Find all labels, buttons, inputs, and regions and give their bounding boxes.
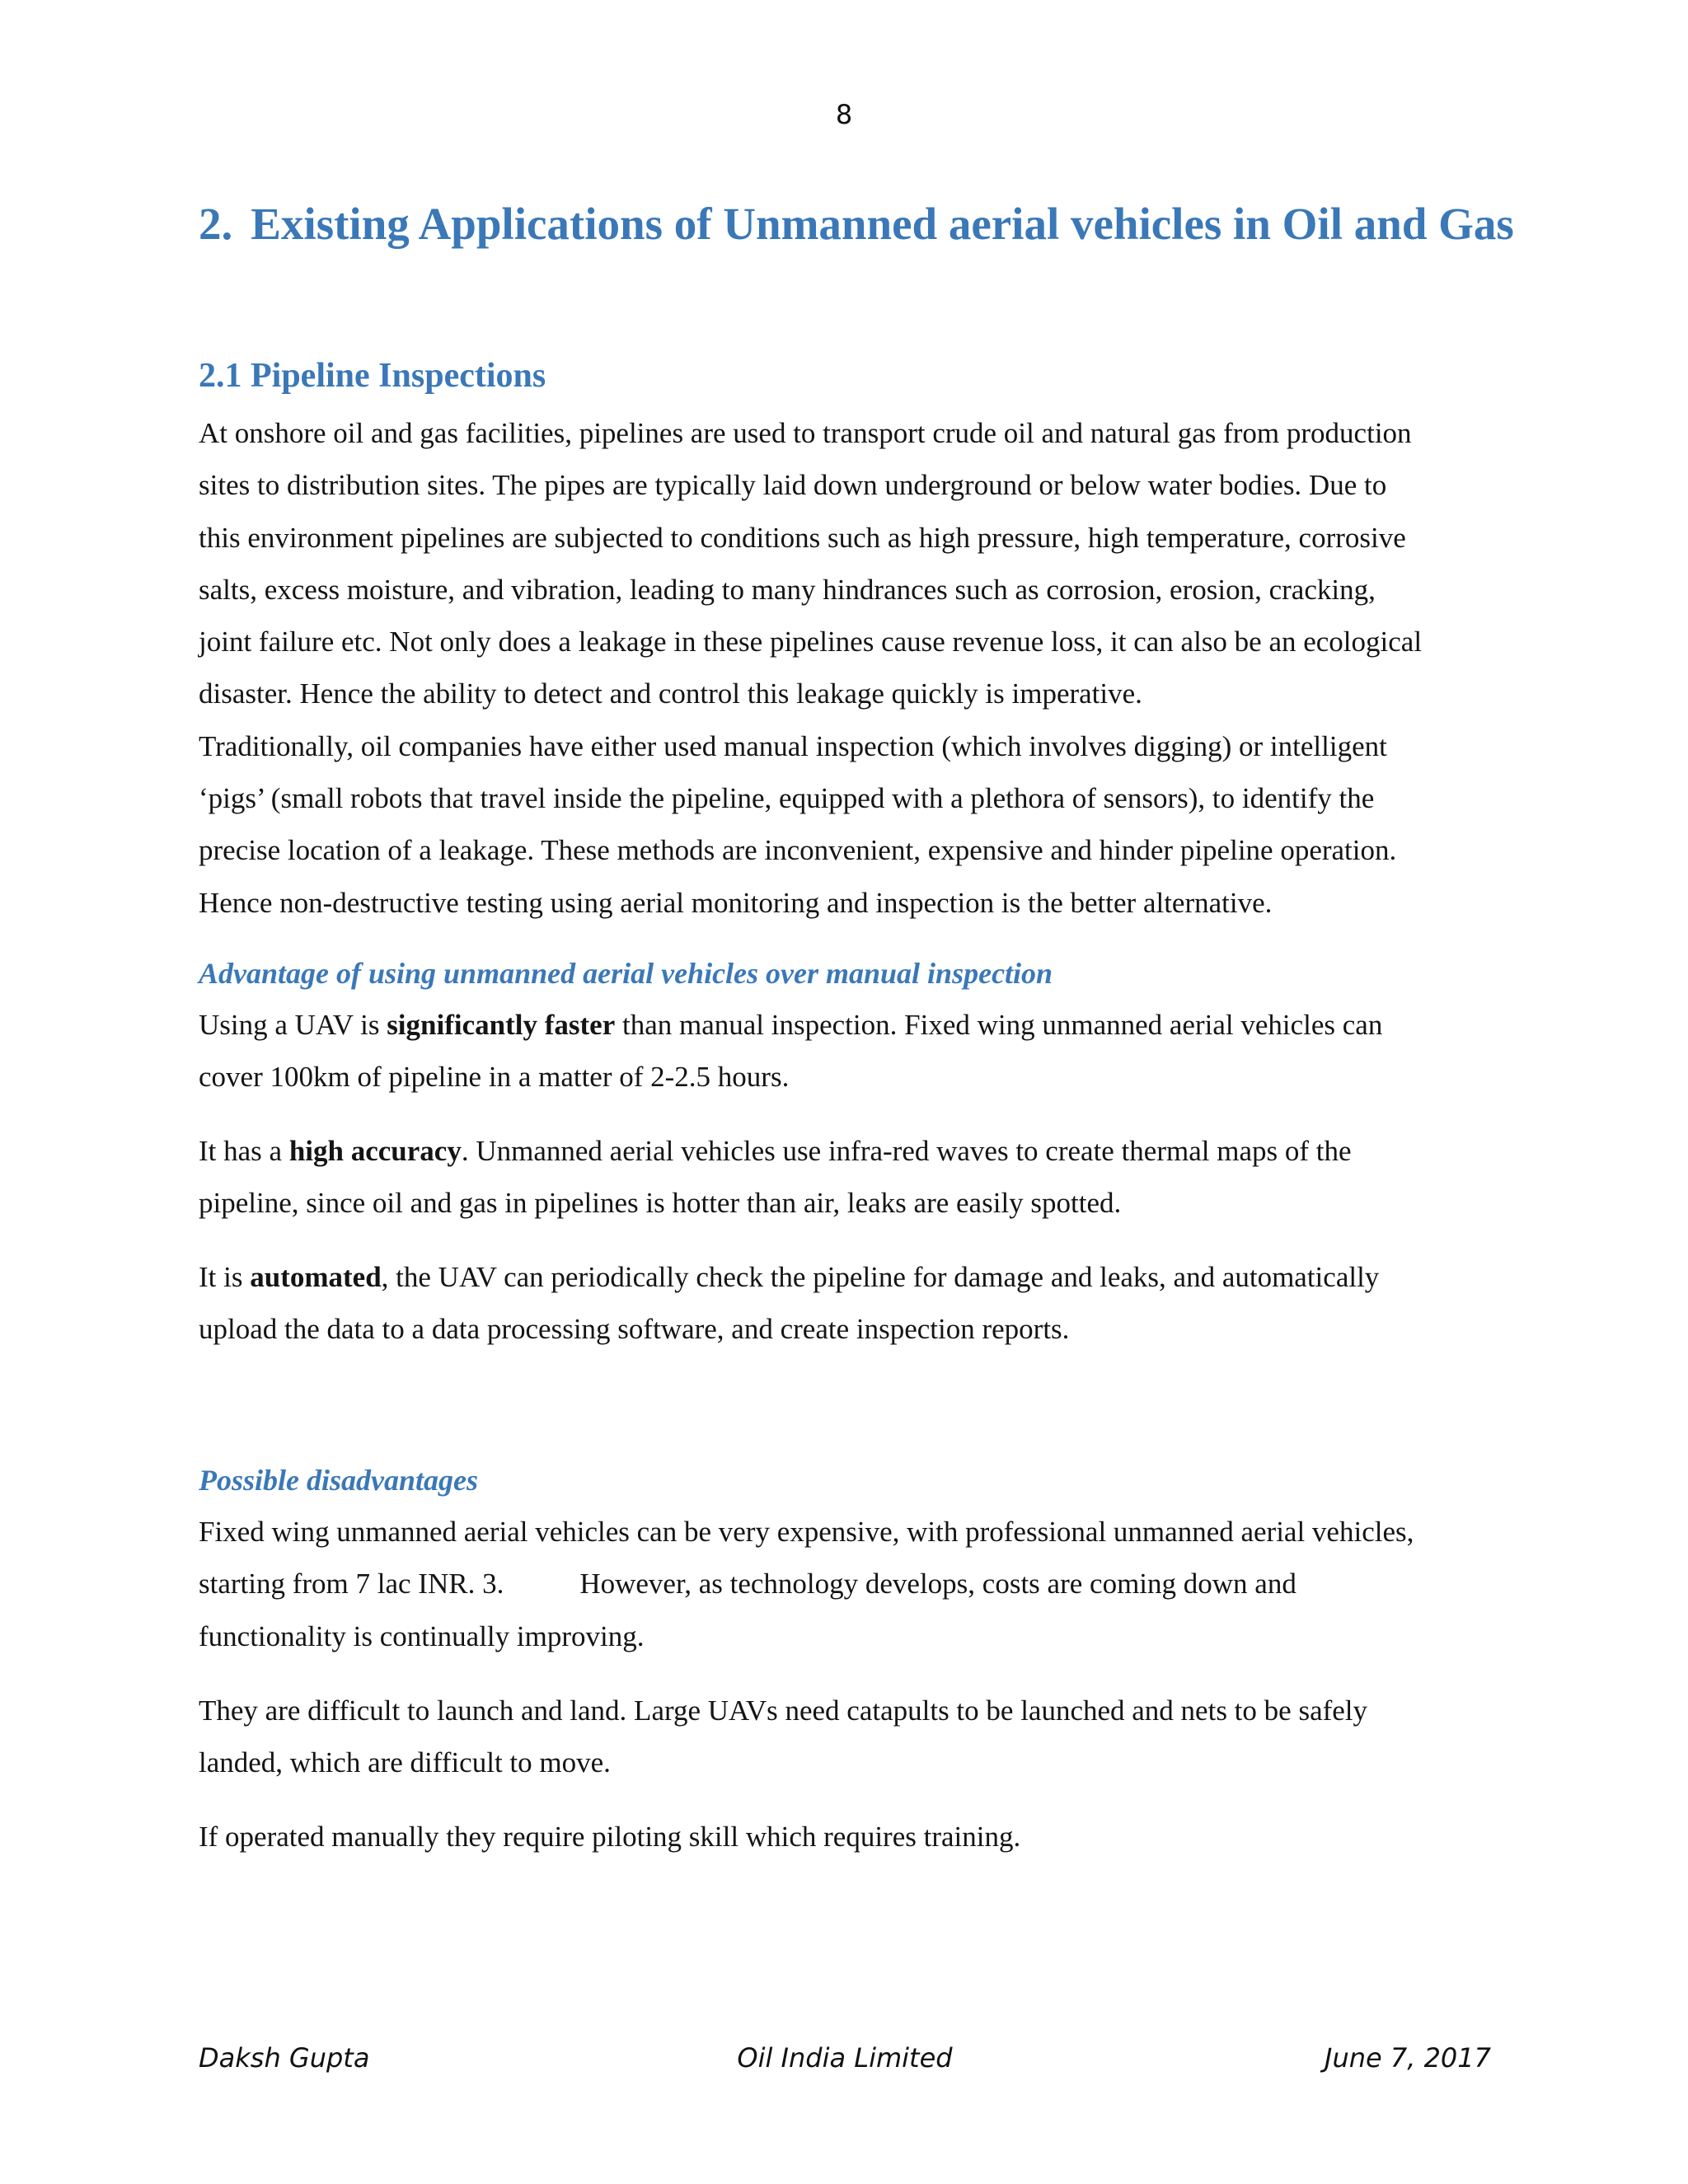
paragraph-line: If operated manually they require piloting skill which requires training. (199, 1821, 1021, 1853)
paragraph-line: functionality is continually improving. (199, 1619, 645, 1652)
bold-term: high accuracy (288, 1135, 462, 1167)
advantage-accuracy-paragraph (199, 1125, 1497, 1230)
text-run: starting from 7 lac INR. 3. (199, 1568, 504, 1601)
advantage-automation-paragraph (199, 1251, 1497, 1356)
advantages-heading: Advantage of using unmanned aerial vehicles over manual inspection (199, 957, 1053, 990)
text-run: It has a (199, 1135, 289, 1167)
paragraph-line (199, 999, 1497, 1051)
paragraph-line: cover 100km of pipeline in a matter of 2-2.5 hours. (199, 1061, 790, 1094)
paragraph-line: disaster. Hence the ability to detect and control this leakage quickly is imperative. (199, 677, 1142, 710)
text-run: However, as technology develops, costs are coming down and (579, 1568, 1296, 1601)
page-number: 8 (835, 99, 853, 130)
intro-paragraph (199, 407, 1497, 929)
paragraph-line: They are difficult to launch and land. Large UAVs need catapults to be launched and nets to be safely (199, 1694, 1368, 1727)
paragraph-line: this environment pipelines are subjected to conditions such as high pressure, high temperature, corrosive (199, 521, 1406, 554)
paragraph-line (199, 1251, 1497, 1303)
disadvantages-heading: Possible disadvantages (199, 1464, 478, 1497)
chapter-title: Existing Applications of Unmanned aerial vehicles in Oil and Gas (251, 199, 1514, 249)
text-run: . Unmanned aerial vehicles use infra-red waves to create thermal maps of the (461, 1135, 1352, 1167)
section-heading: 2.1 Pipeline Inspections (199, 357, 546, 395)
disadvantage-launch-paragraph (199, 1685, 1497, 1789)
paragraph-line: salts, excess moisture, and vibration, leading to many hindrances such as corrosion, erosion, cracking, (199, 573, 1376, 606)
footer-date: June 7, 2017 (1325, 2042, 1491, 2074)
paragraph-line: precise location of a leakage. These methods are inconvenient, expensive and hinder pipeline operation. (199, 834, 1397, 867)
advantage-speed-paragraph (199, 999, 1497, 1104)
text-run: It is (199, 1261, 251, 1293)
paragraph-line: landed, which are difficult to move. (199, 1746, 611, 1779)
page-content (199, 191, 1514, 1853)
text-run: than manual inspection. Fixed wing unmanned aerial vehicles can (615, 1009, 1383, 1041)
chapter-heading (199, 191, 1514, 257)
paragraph-line: Hence non-destructive testing using aerial monitoring and inspection is the better alternative. (199, 886, 1273, 919)
disadvantage-skill-paragraph (199, 1811, 1497, 1863)
paragraph-line: At onshore oil and gas facilities, pipelines are used to transport crude oil and natural gas from production (199, 417, 1412, 449)
paragraph-line: upload the data to a data processing software, and create inspection reports. (199, 1313, 1070, 1346)
chapter-number: 2. (199, 199, 233, 249)
footer-organization: Oil India Limited (737, 2042, 953, 2074)
bold-term: automated (250, 1261, 382, 1293)
paragraph-line: Fixed wing unmanned aerial vehicles can be very expensive, with professional unmanned aerial vehicles, (199, 1516, 1414, 1548)
bold-term: significantly faster (387, 1009, 616, 1041)
text-run: , the UAV can periodically check the pipeline for damage and leaks, and automatically (381, 1261, 1380, 1293)
disadvantage-cost-paragraph (199, 1506, 1497, 1662)
paragraph-line (199, 1558, 1497, 1610)
paragraph-line: sites to distribution sites. The pipes are typically laid down underground or below water bodies. Due to (199, 469, 1387, 502)
paragraph-line: pipeline, since oil and gas in pipelines is hotter than air, leaks are easily spotted. (199, 1187, 1122, 1220)
page-footer (199, 2042, 1491, 2092)
paragraph-line (199, 1125, 1497, 1177)
paragraph-line: joint failure etc. Not only does a leakage in these pipelines cause revenue loss, it can also be an ecological (199, 626, 1423, 658)
text-run: Using a UAV is (199, 1009, 387, 1041)
paragraph-line: ‘pigs’ (small robots that travel inside the pipeline, equipped with a plethora of sensors), to identify the (199, 782, 1375, 815)
paragraph-line: Traditionally, oil companies have either used manual inspection (which involves digging) or intelligent (199, 729, 1387, 762)
footer-author: Daksh Gupta (199, 2042, 370, 2074)
